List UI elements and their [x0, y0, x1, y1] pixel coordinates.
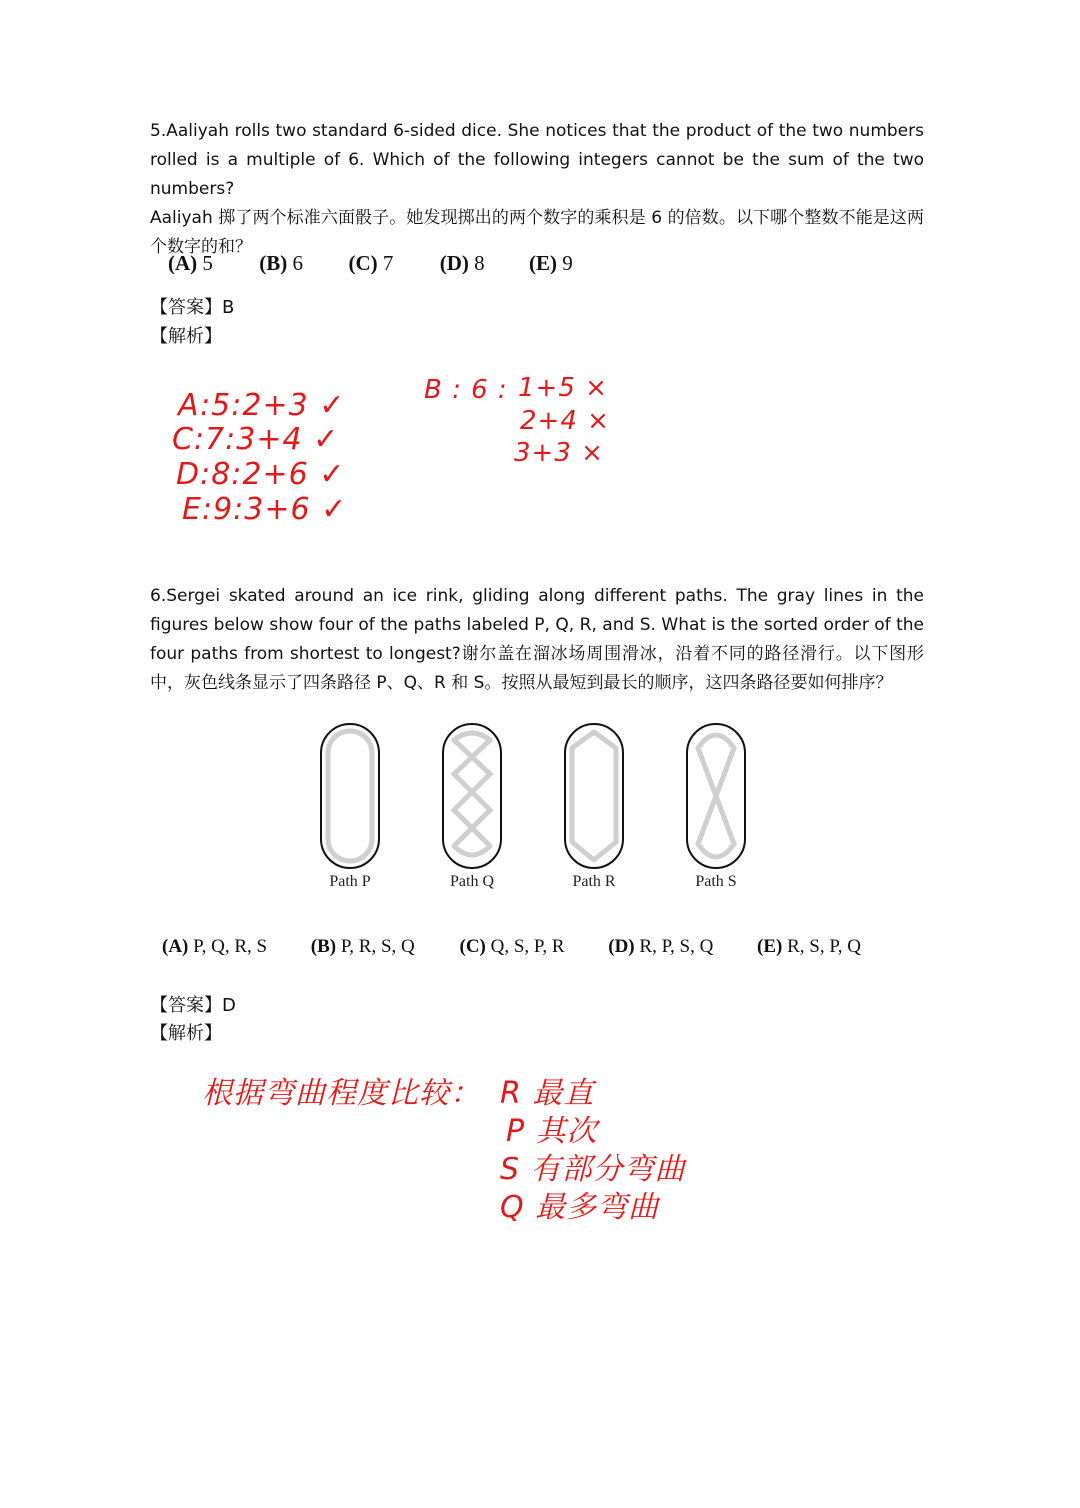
q5-option-d: (D) 8: [439, 251, 485, 275]
path-q-label: Path Q: [450, 873, 494, 890]
q5-option-a: (A) 5: [168, 251, 213, 275]
q5-option-b: (B) 6: [259, 251, 303, 275]
q6-hand-line-p: P 其次: [506, 1114, 598, 1149]
q6-hand-line-s: S 有部分弯曲: [500, 1152, 686, 1187]
q6-hand-line-q: Q 最多弯曲: [500, 1190, 660, 1225]
q6-option-c: (C) Q, S, P, R: [459, 936, 565, 957]
q6-question-cn: 谢尔盖在溜冰场周围滑冰，沿着不同的路径滑行。以下图形中，灰色线条显示了四条路径 P、Q、R 和 S。按照从最短到最长的顺序，这四条路径要如何排序？: [150, 644, 924, 693]
q5-question-text: [150, 117, 924, 262]
q5-answer-value: B: [222, 297, 235, 318]
q6-options: [162, 936, 861, 958]
q5-hand-b-head: B : 6 :: [424, 375, 508, 405]
q6-answer: 【答案】D: [150, 995, 236, 1016]
q6-hand-head: 根据弯曲程度比较：: [202, 1076, 481, 1111]
path-r-figure: [565, 724, 623, 868]
q6-option-d: (D) R, P, S, Q: [608, 936, 714, 957]
q5-analysis-label: 【解析】: [150, 326, 222, 347]
q6-option-a: (A) P, Q, R, S: [162, 936, 268, 957]
path-q-figure: [443, 724, 501, 868]
path-s-label: Path S: [695, 873, 737, 890]
path-r-label: Path R: [572, 873, 616, 890]
q5-hand-line-e: E:9:3+6 ✓: [182, 492, 348, 527]
q6-question-text: [150, 582, 924, 698]
q5-hand-line-d: D:8:2+6 ✓: [176, 457, 346, 492]
q5-option-c: (C) 7: [348, 251, 394, 275]
path-figures: [310, 718, 770, 874]
path-p-label: Path P: [329, 873, 371, 890]
q5-option-e: (E) 9: [529, 251, 573, 275]
q6-answer-value: D: [222, 995, 236, 1016]
path-p-figure: [321, 724, 379, 868]
q5-hand-line-c: C:7:3+4 ✓: [172, 422, 340, 457]
q5-hand-b-line1: 1+5 ×: [518, 373, 608, 403]
q5-question-cn: Aaliyah 掷了两个标准六面骰子。她发现掷出的两个数字的乘积是 6 的倍数。以下哪个整数不能是这两个数字的和？: [150, 208, 924, 257]
q6-question-en: 6.Sergei skated around an ice rink, gliding along different paths. The gray lines in the figures below show four of the paths labeled P, Q, R, and S. What is the sorted order of the four paths from shortest to longest?: [150, 586, 924, 664]
q5-question-en: 5.Aaliyah rolls two standard 6-sided dice. She notices that the product of the two numbers rolled is a multiple of 6. Which of the following integers cannot be the sum of the two numbers?: [150, 121, 924, 199]
q6-option-e: (E) R, S, P, Q: [757, 936, 861, 957]
q5-hand-b-line3: 3+3 ×: [514, 438, 604, 468]
q6-option-b: (B) P, R, S, Q: [310, 936, 415, 957]
q5-hand-line-a: A:5:2+3 ✓: [178, 388, 346, 423]
q5-options: [168, 251, 573, 276]
q5-hand-b-line2: 2+4 ×: [520, 406, 610, 436]
q6-hand-line-r: R 最直: [500, 1076, 595, 1111]
q6-analysis-label: 【解析】: [150, 1023, 222, 1044]
q5-answer: 【答案】B: [150, 297, 235, 318]
path-s-figure: [687, 724, 745, 868]
